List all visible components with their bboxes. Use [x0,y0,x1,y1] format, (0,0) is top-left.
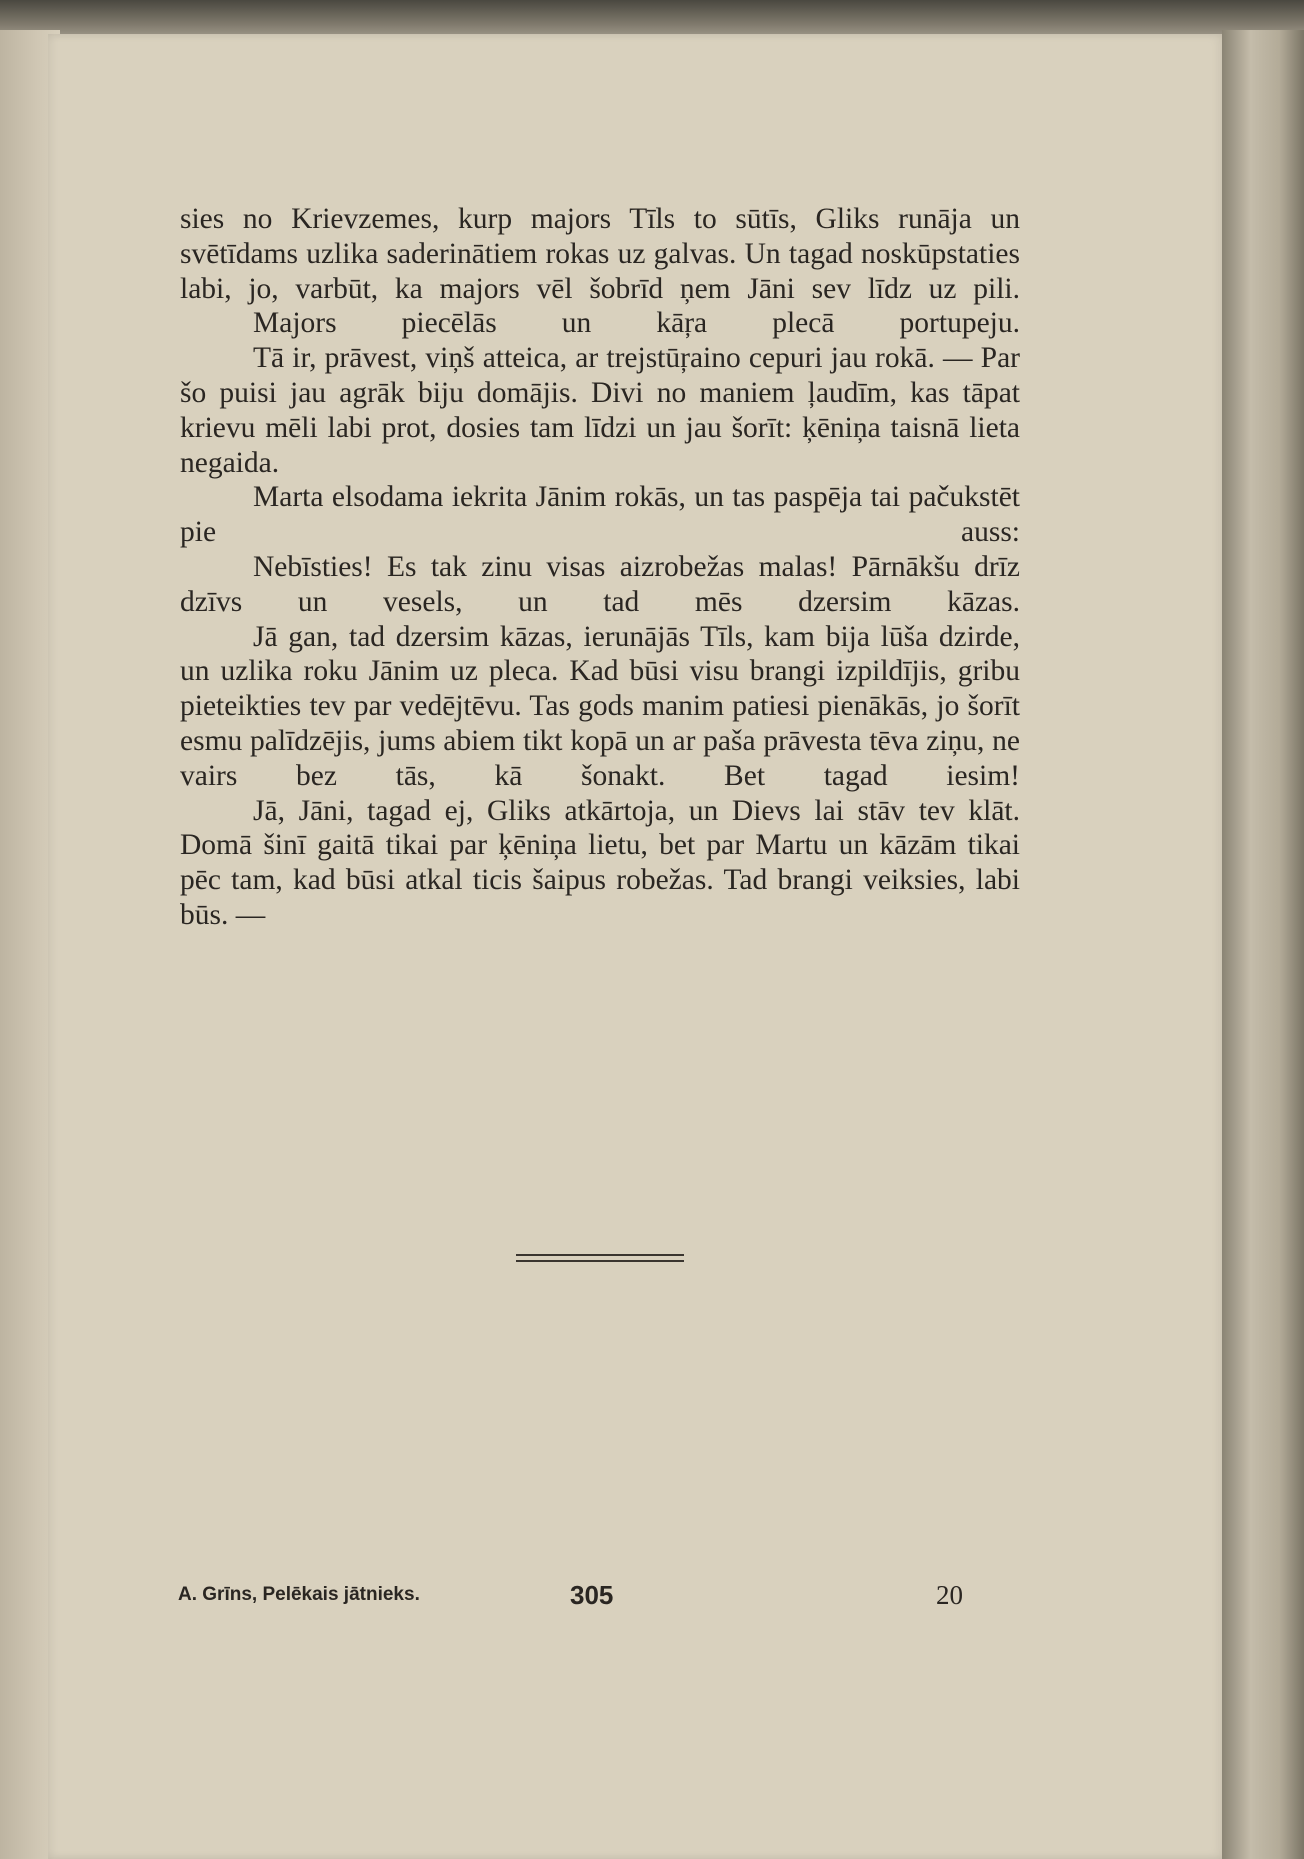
paragraph-5: Nebīsties! Es tak zinu visas aizrobežas malas! Pārnākšu drīz dzīvs un vesels, un tad mēs dzersim kāzas. [180,550,1020,618]
section-divider [516,1254,684,1266]
paragraph-4: Marta elsodama iekrita Jānim rokās, un tas paspēja tai pačukstēt pie auss: [180,481,1020,549]
paragraph-3: Tā ir, prāvest, viņš atteica, ar trejstūŗaino cepuri jau rokā. — Par šo puisi jau agrāk biju domājis. Divi no maniem ļaudīm, kas tāpat krievu mēli labi prot, dosies tam līdzi un jau šorīt: ķēniņa taisnā lieta negaida. [180,342,1020,479]
paragraph-2: Majors piecēlās un kāŗa plecā portupeju. [253,307,1020,340]
signature-number: 20 [936,1580,963,1610]
paragraph-1: sies no Krievzemes, kurp majors Tīls to sūtīs, Gliks runāja un svētīdams uzlika saderinātiem rokas uz galvas. Un tagad noskūpstaties labi, jo, varbūt, ka majors vēl šobrīd ņem Jāni sev līdz uz pili. [180,203,1020,305]
footer-author-title: A. Grīns, Pelēkais jātnieks. [178,1584,420,1605]
page-number: 305 [570,1580,614,1610]
body-text [180,202,1020,933]
divider-line-bottom [516,1260,684,1262]
paragraph-6: Jā gan, tad dzersim kāzas, ierunājās Tīls, kam bija lūša dzirde, un uzlika roku Jānim uz pleca. Kad būsi visu brangi izpildījis, gribu pieteikties tev par vedējtēvu. Tas gods manim patiesi pienākās, jo šorīt esmu palīdzējis, jums abiem tikt kopā un ar paša prāvesta tēva ziņu, ne vairs bez tās, kā šonakt. Bet tagad iesim! [180,620,1020,792]
divider-line-top [516,1254,684,1256]
paragraph-7: Jā, Jāni, tagad ej, Gliks atkārtoja, un Dievs lai stāv tev klāt. Domā šinī gaitā tikai par ķēniņa lietu, bet par Martu un kāzām tikai pēc tam, kad būsi atkal ticis šaipus robežas. Tad brangi veiksies, labi būs. — [180,794,1020,931]
page-footer [0,1580,1304,1620]
